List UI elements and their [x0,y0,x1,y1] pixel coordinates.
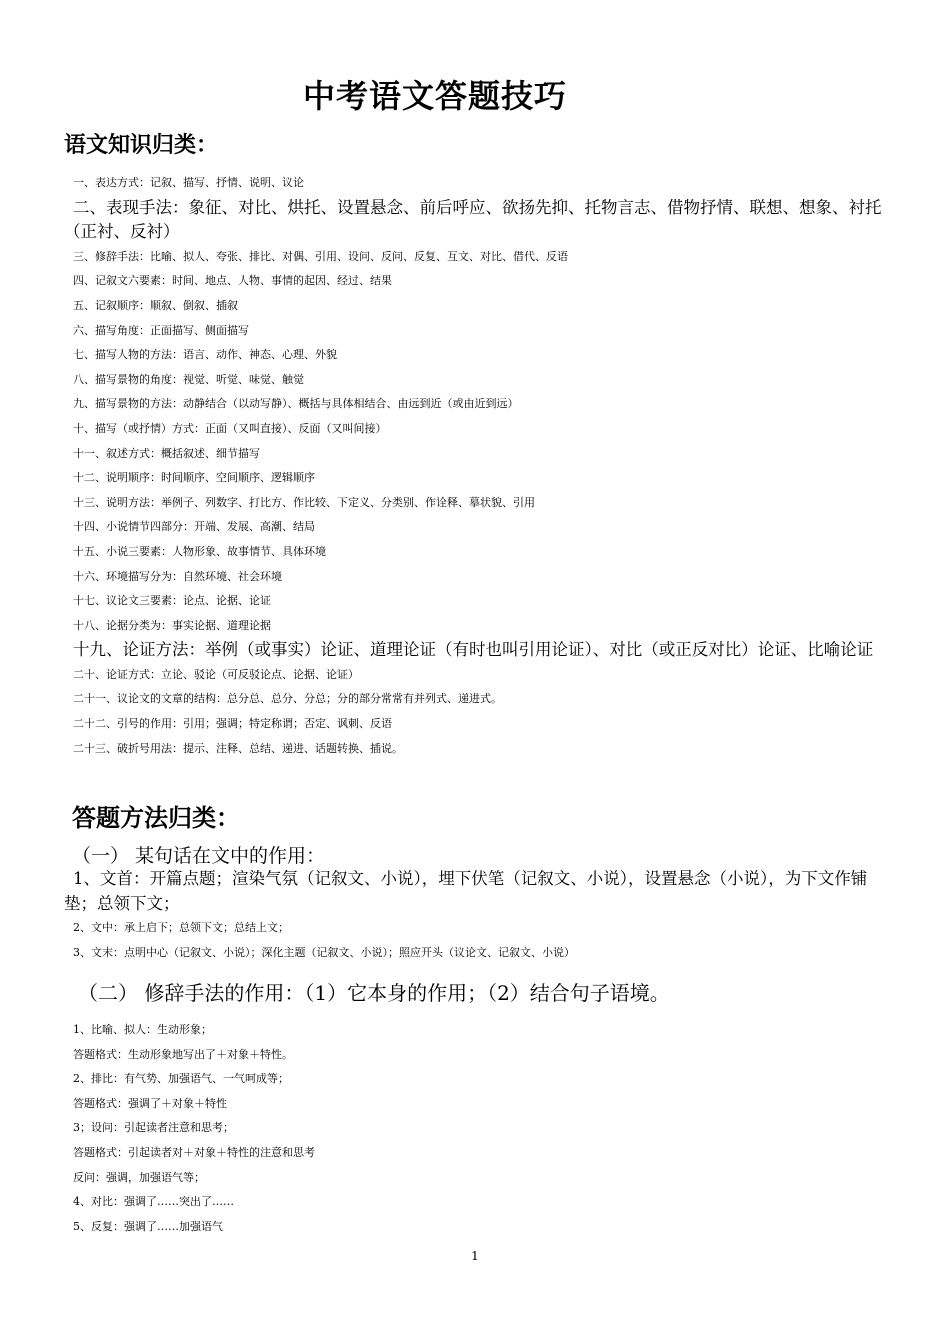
method-item: 反问：强调，加强语气等； [73,1170,205,1184]
section-heading-knowledge: 语文知识归类： [64,133,219,158]
knowledge-item: 二十二、引号的作用：引用；强调；特定称谓；否定、讽刺、反语 [73,717,392,731]
knowledge-item: 十四、小说情节四部分：开端、发展、高潮、结局 [73,520,315,534]
sentence-role-list [64,867,890,965]
subsection-title-sentence-role: （一） 某句话在文中的作用： [72,845,326,867]
method-item: 答题格式：强调了＋对象＋特性 [73,1096,227,1110]
knowledge-item: 七、描写人物的方法：语言、动作、神态、心理、外貌 [73,348,337,362]
knowledge-item: 十二、说明顺序：时间顺序、空间顺序、逻辑顺序 [73,471,315,485]
knowledge-item: 十五、小说三要素：人物形象、故事情节、具体环境 [73,544,326,558]
knowledge-list [64,171,890,761]
knowledge-item: 二十一、议论文的文章的结构：总分总、总分、分总；分的部分常常有并列式、递进式。 [73,692,502,706]
knowledge-item: 一、表达方式：记叙、描写、抒情、说明、议论 [73,176,304,189]
method-item: 答题格式：引起读者对＋对象＋特性的注意和思考 [73,1145,315,1159]
knowledge-item: 十、描写（或抒情）方式：正面（又叫直接）、反面（又叫间接） [73,421,387,435]
method-item: 3、文末：点明中心（记叙文、小说）；深化主题（记叙文、小说）；照应开头（议论文、记叙文、小说） [73,945,575,959]
knowledge-item: 十三、说明方法：举例子、列数字、打比方、作比较、下定义、分类别、作诠释、摹状貌、引用 [73,495,535,509]
knowledge-item: 十六、环境描写分为：自然环境、社会环境 [73,569,282,583]
page-title: 中考语文答题技巧 [302,77,567,115]
method-item: 4、对比：强调了……突出了…… [73,1195,234,1209]
knowledge-item: 六、描写角度：正面描写、侧面描写 [73,323,249,337]
knowledge-item: 三、修辞手法：比喻、拟人、夸张、排比、对偶、引用、设问、反问、反复、互文、对比、借代、反语 [73,249,568,263]
subsection-title-rhetoric: （二） 修辞手法的作用：（1）它本身的作用；（2）结合句子语境。 [78,981,670,1005]
method-item: 5、反复：强调了……加强语气 [73,1219,223,1233]
knowledge-item: 二十、论证方式：立论、驳论（可反驳论点、论据、论证） [73,667,359,681]
method-item: 3；设问：引起读者注意和思考； [73,1121,234,1135]
knowledge-item: 二十三、破折号用法：提示、注释、总结、递进、话题转换、插说。 [73,741,403,755]
knowledge-item: 九、描写景物的方法：动静结合（以动写静）、概括与具体相结合、由远到近（或由近到远） [73,397,519,411]
knowledge-item: 八、描写景物的角度：视觉、听觉、味觉、触觉 [73,372,304,386]
page-number: 1 [471,1249,479,1263]
method-item: 2、排比：有气势、加强语气、一气呵成等； [73,1072,289,1086]
section-heading-methods: 答题方法归类： [72,804,240,832]
knowledge-item: 二、表现手法：象征、对比、烘托、设置悬念、前后呼应、欲扬先抑、托物言志、借物抒情、联想、想象、衬托（正衬、反衬） [64,197,882,242]
method-item: 2、文中：承上启下；总领下文；总结上文； [73,921,289,935]
knowledge-item: 四、记叙文六要素：时间、地点、人物、事情的起因、经过、结果 [73,274,392,288]
knowledge-item: 十八、论据分类为：事实论据、道理论据 [73,618,271,632]
rhetoric-list [64,1018,890,1239]
knowledge-item: 十一、叙述方式：概括叙述、细节描写 [73,446,260,460]
method-item: 1、比喻、拟人：生动形象； [73,1023,212,1036]
method-item: 答题格式：生动形象地写出了＋对象＋特性。 [73,1047,293,1061]
method-item: 1、文首：开篇点题；渲染气氛（记叙文、小说），埋下伏笔（记叙文、小说），设置悬念（小说），为下文作铺垫；总领下文； [64,869,868,913]
knowledge-item: 十七、议论文三要素：论点、论据、论证 [73,594,271,608]
knowledge-item: 十九、论证方法：举例（或事实）论证、道理论证（有时也叫引用论证）、对比（或正反对比）论证、比喻论证 [73,640,874,660]
knowledge-item: 五、记叙顺序：顺叙、倒叙、插叙 [73,298,238,312]
